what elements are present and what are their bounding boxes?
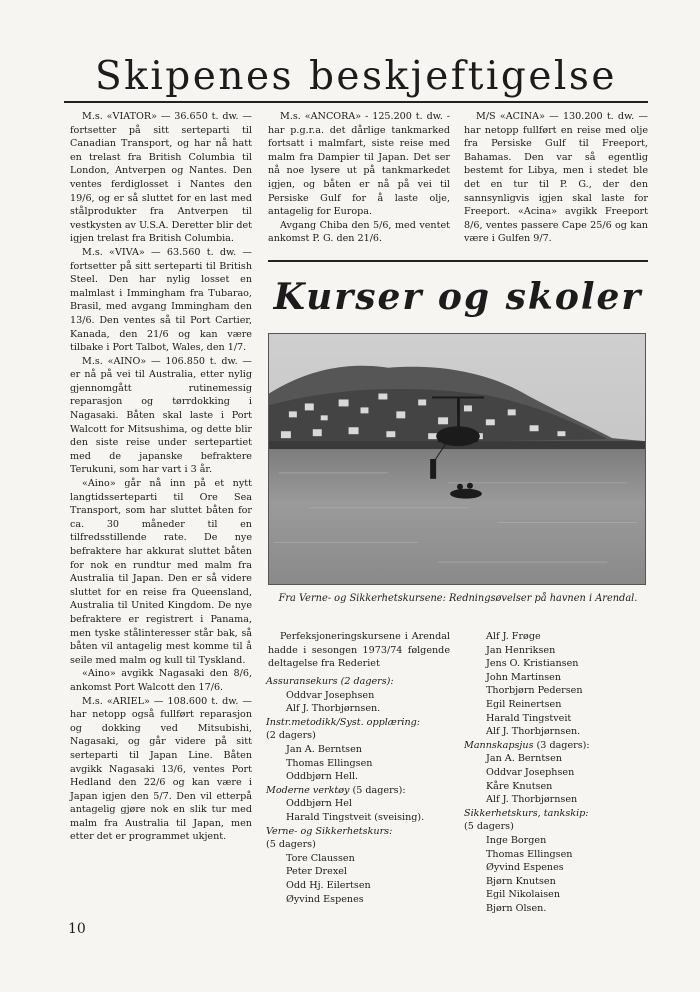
title-rule: [64, 101, 648, 103]
list-item: Øyvind Espenes: [486, 862, 564, 874]
page-number: 10: [68, 921, 86, 937]
verktoy-heading: Moderne verktøy: [266, 784, 350, 796]
harbor-photo: [268, 333, 646, 585]
viva-paragraph: M.s. «VIVA» — 63.560 t. dw. — fortsetter på sitt serteparti til British Steel. Den har nylig losset en malmlast i Immingham fra Tubarao, Brasil, med avgang Immingham den 13/6. Den ventes så til Port Cartier, Kanada, den 21/6 og kan være tilbake i Port Talbot, Wales, den 1/7.: [70, 246, 252, 354]
list-item: Alf J. Thorbjørnsen.: [486, 726, 581, 738]
harbor-photo-image: [269, 334, 645, 584]
aino-paragraph-2: «Aino» går nå inn på et nytt langtidsserteparti til Ore Sea Transport, som har sluttet båten for ca. 30 måneder til en tilfredsstillende rate. De nye befraktere har akkurat sluttet båten for nok en rundtur med malm fra Australia til Japan. Den er så videre sluttet for en reise fra Queensland, Australia til United Kingdom. De nye befraktere er registrert i Panama, men tyske stålinteresser står bak, så båten vil antagelig mest komme til å seile med malm og kull til Tyskland.: [70, 478, 252, 666]
list-item: Peter Drexel: [286, 866, 347, 878]
list-item: Jens O. Kristiansen: [486, 658, 579, 670]
column-middle: [268, 110, 450, 246]
instr-duration: (2 dagers): [266, 730, 316, 742]
viator-paragraph: M.s. «VIATOR» — 36.650 t. dw. — fortsetter på sitt serteparti til Canadian Transport, og har nå hatt en trelast fra British Columbia til London, Antverpen og Nantes. Den ventes ferdiglosset i Nantes den 19/6, og er så sluttet for en last med stålprodukter fra Antverpen til vestkysten av U.S.A. Deretter blir det igjen trelast fra British Columbia.: [70, 111, 252, 245]
list-item: Kåre Knutsen: [486, 780, 553, 792]
list-item: Thomas Ellingsen: [286, 757, 373, 769]
mann-duration: (3 dagers):: [533, 739, 590, 751]
kurser-list-right: [464, 630, 648, 915]
list-item: Egil Reinertsen: [486, 698, 562, 710]
page-title: Skipenes beskjeftigelse: [94, 54, 618, 99]
list-item: John Martinsen: [486, 671, 562, 683]
instr-heading: Instr.metodikk/Syst. opplæring:: [266, 716, 421, 728]
tank-duration: (5 dagers): [464, 821, 514, 833]
list-item: Tore Claussen: [286, 852, 355, 864]
mann-heading: Mannskapsjus: [464, 739, 534, 751]
list-item: Thorbjørn Pedersen: [486, 685, 583, 697]
list-item: Harald Tingstveit (sveising).: [286, 811, 425, 823]
list-item: Oddvar Josephsen: [286, 689, 375, 701]
section-rule: [268, 260, 648, 262]
ancora-paragraph-2: Avgang Chiba den 5/6, med ventet ankomst P. G. den 21/6.: [268, 219, 450, 245]
list-item: Oddbjørn Hell.: [286, 771, 359, 783]
kurser-list-left: [266, 675, 452, 906]
acina-paragraph: M/S «ACINA» — 130.200 t. dw. — har netopp fullført en reise med olje fra Persiske Gulf til Freeport, Bahamas. Den var så egentlig bestemt for Libya, men i stedet ble det en tur til P. G., der den sannsynligvis igjen skal laste for Freeport. «Acina» avgikk Freeport 8/6, ventes passere Cape 25/6 og kan være i Gulfen 9/7.: [464, 111, 648, 245]
list-item: Alf J. Frøge: [486, 631, 541, 642]
verktoy-heading-line: [266, 784, 452, 798]
list-item: Jan Henriksen: [486, 644, 556, 656]
aino-paragraph-1: M.s. «AINO» — 106.850 t. dw. — er nå på vei til Australia, etter nylig gjennomgått rutinemessig reparasjon og tørrdokking i Nagasaki. Båten skal laste i Port Walcott for Mitsushima, og dette blir den siste reise under sertepartiet med de japanske befraktere Terukuni, som har vart i 3 år.: [70, 355, 252, 476]
aino-paragraph-3: «Aino» avgikk Nagasaki den 8/6, ankomst Port Walcott den 17/6.: [70, 668, 252, 693]
list-item: Alf J. Thorbjørnsen: [486, 794, 578, 806]
list-item: Oddvar Josephsen: [486, 766, 575, 778]
list-item: Alf J. Thorbjørnsen.: [286, 703, 381, 715]
list-item: Jan A. Berntsen: [486, 753, 562, 765]
tank-heading: Sikkerhetskurs, tankskip:: [464, 807, 589, 819]
list-item: Thomas Ellingsen: [486, 848, 573, 860]
list-item: Bjørn Olsen.: [486, 902, 547, 914]
verne-heading: Verne- og Sikkerhetskurs:: [266, 825, 393, 837]
list-item: Odd Hj. Eilertsen: [286, 879, 371, 891]
kurser-intro: Perfeksjoneringskursene i Arendal hadde i sesongen 1973/74 følgende deltagelse fra Rederiet: [268, 631, 450, 670]
photo-caption: Fra Verne- og Sikkerhetskursene: Redningsøvelser på havnen i Arendal.: [278, 593, 638, 604]
list-item: Oddbjørn Hel: [286, 798, 352, 810]
list-item: Bjørn Knutsen: [486, 875, 556, 887]
column-right: [464, 110, 648, 246]
list-item: Inge Borgen: [486, 834, 547, 846]
column-left: [70, 110, 252, 844]
list-item: Harald Tingstveit: [486, 712, 572, 724]
list-item: Egil Nikolaisen: [486, 889, 561, 901]
verktoy-duration: (5 dagers):: [349, 784, 406, 796]
list-item: Jan A. Berntsen: [286, 743, 362, 755]
ariel-paragraph: M.s. «ARIEL» — 108.600 t. dw. — har netopp også fullført reparasjon og dokking ved Mitsubishi, Nagasaki, og går videre på sitt serteparti til Japan Line. Båten avgikk Nagasaki 13/6, ventes Port Hedland den 22/6 og kan være i Japan igjen den 5/7. Den vil etterpå antagelig gjøre nok en slik tur med malm fra Australia til Japan, men etter det er programmet ukjent.: [70, 695, 252, 843]
ancora-paragraph-1: M.s. «ANCORA» - 125.200 t. dw. - har p.g.r.a. det dårlige tankmarked fortsatt i malmfart, siste reise med malm fra Dampier til Japan. Det ser nå noe lysere ut på tankmarkedet igjen, og båten er nå på vei til Persiske Gulf for å laste olje, antagelig for Europa.: [268, 111, 450, 218]
list-item: Øyvind Espenes: [286, 893, 364, 905]
assuranse-heading: Assuransekurs (2 dagers):: [266, 676, 394, 687]
section-title: Kurser og skoler: [273, 276, 643, 318]
verne-duration: (5 dagers): [266, 839, 316, 851]
mann-heading-line: [464, 739, 648, 753]
